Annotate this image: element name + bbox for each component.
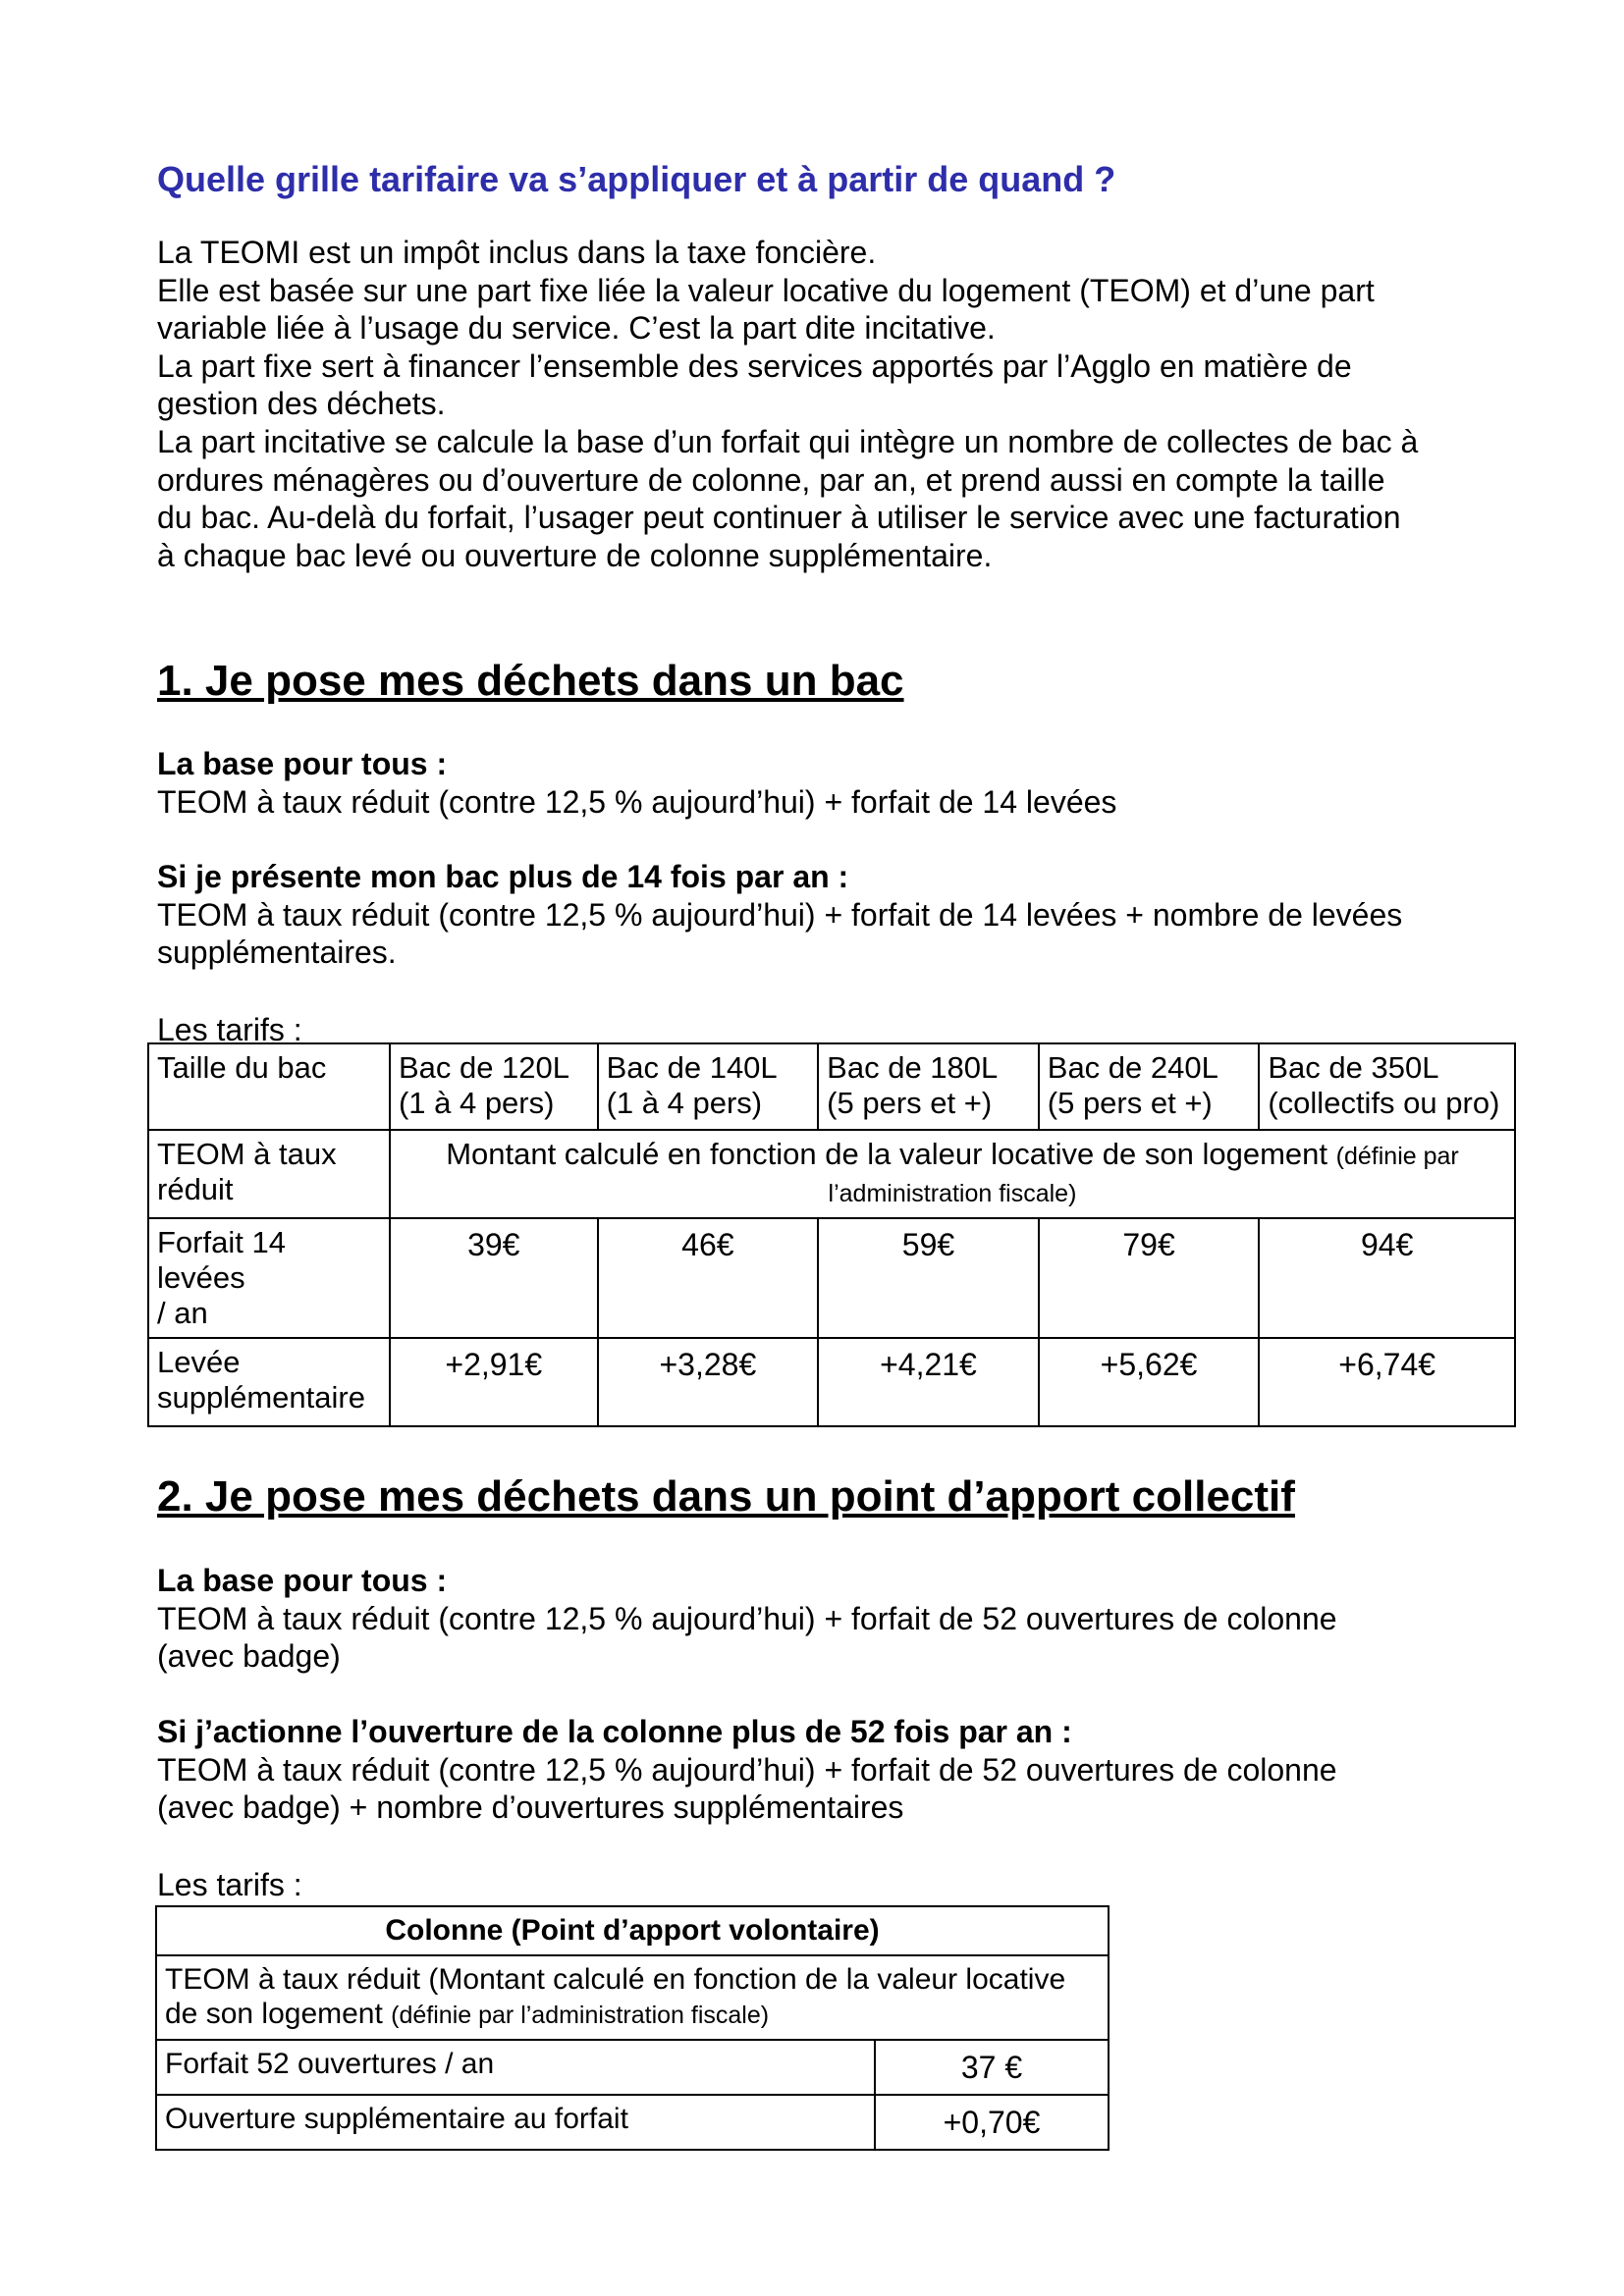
intro-line: La part incitative se calcule la base d’un forfait qui intègre un nombre de collectes de bac à bbox=[157, 423, 1419, 459]
extra-label: Si j’actionne l’ouverture de la colonne plus de 52 fois par an : bbox=[157, 1714, 1072, 1749]
table-cell: +0,70€ bbox=[875, 2095, 1109, 2150]
intro-line: variable liée à l’usage du service. C’est la part dite incitative. bbox=[157, 310, 996, 347]
table-cell: Montant calculé en fonction de la valeur locative de son logement (définie par l’administration fiscale) bbox=[390, 1130, 1515, 1218]
table-row bbox=[156, 2095, 1109, 2150]
table-cell: Forfait 14 levées / an bbox=[148, 1218, 390, 1338]
table-cell: 94€ bbox=[1259, 1218, 1515, 1338]
table-row bbox=[148, 1043, 1515, 1130]
base-label: La base pour tous : bbox=[157, 746, 448, 781]
table-cell: Bac de 120L (1 à 4 pers) bbox=[390, 1043, 598, 1130]
table-cell: TEOM à taux réduit (Montant calculé en fonction de la valeur locative de son logement (définie par l’administration fiscale) bbox=[156, 1955, 1109, 2040]
base-text: TEOM à taux réduit (contre 12,5 % aujourd’hui) + forfait de 14 levées bbox=[157, 783, 1117, 820]
intro-paragraph bbox=[157, 234, 1532, 574]
table-cell: Bac de 140L (1 à 4 pers) bbox=[598, 1043, 819, 1130]
intro-line: Elle est basée sur une part fixe liée la valeur locative du logement (TEOM) et d’une part bbox=[157, 272, 1375, 308]
table-cell: TEOM à taux réduit bbox=[148, 1130, 390, 1218]
intro-line: ordures ménagères ou d’ouverture de colonne, par an, et prend aussi en compte la taille bbox=[157, 461, 1385, 498]
table-cell: +4,21€ bbox=[818, 1338, 1039, 1426]
intro-line: La part fixe sert à financer l’ensemble des services apportés par l’Agglo en matière de bbox=[157, 347, 1352, 384]
table-cell: +3,28€ bbox=[598, 1338, 819, 1426]
section-1-base bbox=[157, 745, 1532, 821]
table-cell: 37 € bbox=[875, 2040, 1109, 2095]
bac-tarif-table bbox=[147, 1042, 1516, 1427]
extra-text: supplémentaires. bbox=[157, 934, 397, 971]
table-cell: Bac de 350L (collectifs ou pro) bbox=[1259, 1043, 1515, 1130]
extra-text: TEOM à taux réduit (contre 12,5 % aujourd’hui) + forfait de 14 levées + nombre de levées bbox=[157, 896, 1403, 933]
table-cell: Ouverture supplémentaire au forfait bbox=[156, 2095, 875, 2150]
section-2-base bbox=[157, 1562, 1532, 1676]
intro-line: à chaque bac levé ou ouverture de colonne supplémentaire. bbox=[157, 537, 993, 573]
table-cell: +5,62€ bbox=[1039, 1338, 1260, 1426]
table-cell: 59€ bbox=[818, 1218, 1039, 1338]
base-text: (avec badge) bbox=[157, 1638, 341, 1675]
table-cell: Bac de 240L (5 pers et +) bbox=[1039, 1043, 1260, 1130]
table-cell: 39€ bbox=[390, 1218, 598, 1338]
page-title: Quelle grille tarifaire va s’appliquer et à partir de quand ? bbox=[157, 159, 1116, 199]
table-cell: 46€ bbox=[598, 1218, 819, 1338]
section-1-extra bbox=[157, 858, 1532, 972]
tarifs-label: Les tarifs : bbox=[157, 1867, 302, 1902]
table-cell: +2,91€ bbox=[390, 1338, 598, 1426]
tarifs-label: Les tarifs : bbox=[157, 1012, 302, 1047]
intro-line: du bac. Au-delà du forfait, l’usager peut continuer à utiliser le service avec une facturation bbox=[157, 500, 1401, 536]
table-header-cell: Colonne (Point d’apport volontaire) bbox=[156, 1906, 1109, 1955]
table-row bbox=[148, 1130, 1515, 1218]
base-label: La base pour tous : bbox=[157, 1563, 448, 1598]
table-cell: 79€ bbox=[1039, 1218, 1260, 1338]
section-2-heading: 2. Je pose mes déchets dans un point d’apport collectif bbox=[157, 1472, 1295, 1521]
colonne-tarif-table bbox=[155, 1905, 1110, 2151]
extra-text: TEOM à taux réduit (contre 12,5 % aujourd’hui) + forfait de 52 ouvertures de colonne bbox=[157, 1751, 1337, 1788]
table-cell: Forfait 52 ouvertures / an bbox=[156, 2040, 875, 2095]
table-row bbox=[156, 1906, 1109, 1955]
extra-text: (avec badge) + nombre d’ouvertures supplémentaires bbox=[157, 1789, 904, 1826]
table-cell: Levée supplémentaire bbox=[148, 1338, 390, 1426]
intro-line: gestion des déchets. bbox=[157, 386, 446, 422]
table-row bbox=[148, 1338, 1515, 1426]
table-row bbox=[148, 1218, 1515, 1338]
section-1-heading: 1. Je pose mes déchets dans un bac bbox=[157, 657, 904, 705]
intro-line: La TEOMI est un impôt inclus dans la taxe foncière. bbox=[157, 235, 877, 270]
base-text: TEOM à taux réduit (contre 12,5 % aujourd’hui) + forfait de 52 ouvertures de colonne bbox=[157, 1600, 1337, 1636]
table-row bbox=[156, 1955, 1109, 2040]
table-row bbox=[156, 2040, 1109, 2095]
section-2-extra bbox=[157, 1713, 1532, 1827]
table-cell: Taille du bac bbox=[148, 1043, 390, 1130]
table-cell: +6,74€ bbox=[1259, 1338, 1515, 1426]
extra-label: Si je présente mon bac plus de 14 fois par an : bbox=[157, 859, 849, 894]
table-cell: Bac de 180L (5 pers et +) bbox=[818, 1043, 1039, 1130]
